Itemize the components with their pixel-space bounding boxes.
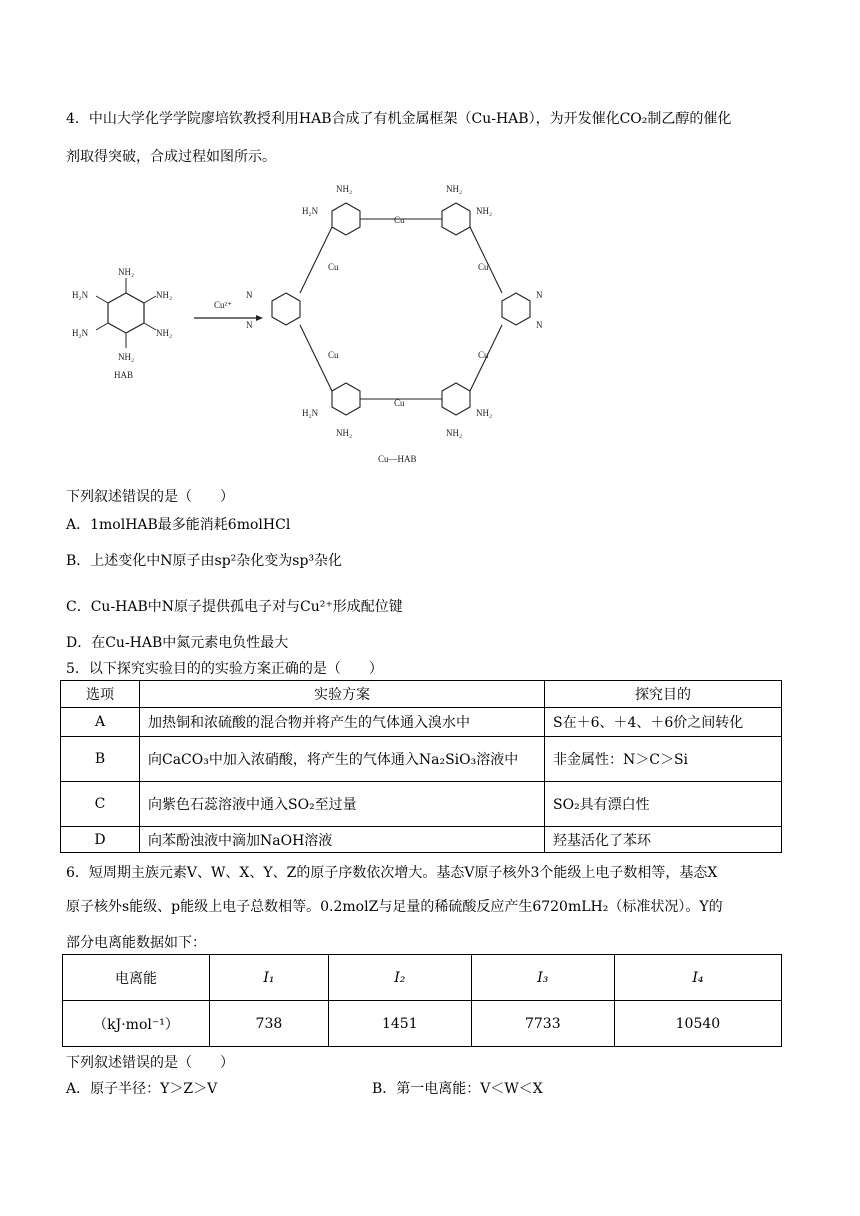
cu-hab-framework-icon [272,203,530,415]
q5-cell: 加热铜和浓硫酸的混合物并将产生的气体通入溴水中 [140,708,545,737]
q5-cell: SO₂具有漂白性 [545,782,782,827]
svg-text:NH₂: NH₂ [156,290,173,300]
q5-cell: 向CaCO₃中加入浓硝酸，将产生的气体通入Na₂SiO₃溶液中 [140,737,545,782]
q4-option-d: D．在Cu-HAB中氮元素电负性最大 [66,635,289,651]
svg-text:NH₂: NH₂ [446,184,463,194]
q5-cell: S在＋6、＋4、＋6价之间转化 [545,708,782,737]
q6-header-cell: I₁ [210,955,329,1001]
table-row [63,1001,782,1047]
hab-label: HAB [114,370,134,380]
q5-header-plan: 实验方案 [140,681,545,708]
q6-text-line2: 原子核外s能级、p能级上电子总数相等。0.2molZ与足量的稀硫酸反应产生6720mLH₂（标准状况）。Y的 [66,899,723,915]
cu-ion-label: Cu²⁺ [214,300,232,310]
q5-table [60,680,782,853]
q6-ionization-table [62,954,782,1047]
q6-text-line3: 部分电离能数据如下： [66,935,206,951]
svg-text:N: N [536,290,543,300]
q4-option-a: A．1molHAB最多能消耗6molHCl [66,517,291,533]
svg-text:Cu: Cu [328,262,339,272]
svg-text:H₂N: H₂N [302,206,319,216]
q4-text-line2: 剂取得突破，合成过程如图所示。 [66,149,276,165]
svg-text:NH₂: NH₂ [336,184,353,194]
table-row [61,737,782,782]
q6-header-row [63,955,782,1001]
svg-text:H₂N: H₂N [72,290,89,300]
svg-text:H₂N: H₂N [302,408,319,418]
svg-text:Cu: Cu [328,350,339,360]
table-row [61,708,782,737]
svg-text:NH₂: NH₂ [476,408,493,418]
q5-header-option: 选项 [61,681,140,708]
q4-text-line1: 4．中山大学化学学院廖培钦教授利用HAB合成了有机金属框架（Cu-HAB），为开发催化CO₂制乙醇的催化 [66,111,732,127]
svg-text:N: N [536,320,543,330]
q5-header-goal: 探究目的 [545,681,782,708]
svg-text:Cu: Cu [394,398,405,408]
synthesis-figure [66,178,586,468]
q5-cell: A [61,708,140,737]
svg-text:NH₂: NH₂ [336,428,353,438]
table-row [61,827,782,853]
cu-hab-label: Cu—HAB [378,454,417,464]
q4-stem: 下列叙述错误的是（ ） [66,489,234,505]
q5-cell: 向苯酚浊液中滴加NaOH溶液 [140,827,545,853]
q6-option-a: A．原子半径：Y＞Z＞V [66,1081,218,1097]
q5-cell: 羟基活化了苯环 [545,827,782,853]
q6-stem: 下列叙述错误的是（ ） [66,1055,234,1071]
q5-stem: 5．以下探究实验目的的实验方案正确的是（ ） [66,661,383,677]
q6-cell: 7733 [471,1001,614,1047]
q5-cell: B [61,737,140,782]
q6-header-cell: I₃ [471,955,614,1001]
svg-text:NH₂: NH₂ [118,352,135,362]
q4-option-c: C．Cu-HAB中N原子提供孤电子对与Cu²⁺形成配位键 [66,599,403,615]
svg-text:N: N [246,320,253,330]
q6-cell: 1451 [328,1001,471,1047]
q6-cell: 738 [210,1001,329,1047]
svg-text:NH₂: NH₂ [118,267,135,277]
q6-option-b: B．第一电离能：V＜W＜X [372,1081,543,1097]
q6-header-cell: I₂ [328,955,471,1001]
svg-text:H₂N: H₂N [72,328,89,338]
q6-header-cell: 电离能 [63,955,210,1001]
hab-molecule-icon [72,267,172,362]
q5-cell: C [61,782,140,827]
q4-option-b: B．上述变化中N原子由sp²杂化变为sp³杂化 [66,553,343,569]
q5-cell: 向紫色石蕊溶液中通入SO₂至过量 [140,782,545,827]
table-row [61,782,782,827]
q6-header-cell: I₄ [614,955,781,1001]
q6-text-line1: 6．短周期主族元素V、W、X、Y、Z的原子序数依次增大。基态V原子核外3个能级上电子数相等，基态X [66,865,718,881]
q5-header-row [61,681,782,708]
q5-cell: 非金属性：N＞C＞Si [545,737,782,782]
svg-text:Cu: Cu [478,262,489,272]
svg-text:NH₂: NH₂ [476,206,493,216]
svg-text:NH₂: NH₂ [156,328,173,338]
q6-cell: （kJ·mol⁻¹） [63,1001,210,1047]
svg-text:Cu: Cu [394,215,405,225]
svg-text:N: N [246,290,253,300]
q6-cell: 10540 [614,1001,781,1047]
svg-text:NH₂: NH₂ [446,428,463,438]
q5-cell: D [61,827,140,853]
svg-text:Cu: Cu [478,350,489,360]
